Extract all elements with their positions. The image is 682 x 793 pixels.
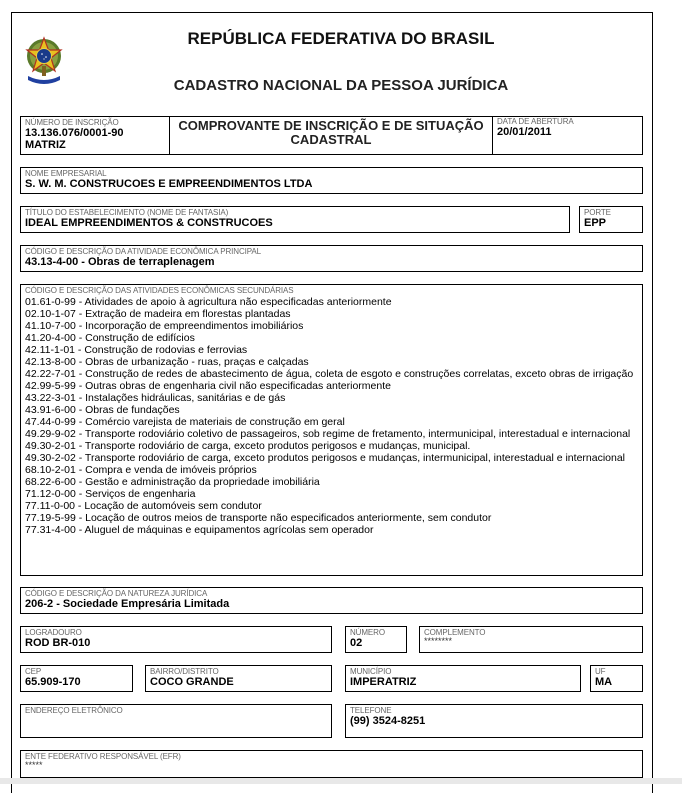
titulo-estabelecimento-label: TÍTULO DO ESTABELECIMENTO (NOME DE FANTASIA) <box>25 208 229 217</box>
list-item: 77.19-5-99 - Locação de outros meios de transporte não especificados anteriormente, sem condutor <box>25 512 492 524</box>
natureza-juridica-value: 206-2 - Sociedade Empresária Limitada <box>25 598 230 610</box>
porte-value: EPP <box>584 217 607 229</box>
efr-value: ***** <box>25 760 43 770</box>
list-item: 42.99-5-99 - Outras obras de engenharia civil não especificadas anteriormente <box>25 380 391 392</box>
abertura-value: 20/01/2011 <box>497 126 552 138</box>
horizontal-scrollbar-track[interactable] <box>0 778 682 784</box>
complemento-value: ******** <box>424 636 453 646</box>
abertura-label: DATA DE ABERTURA <box>497 117 574 126</box>
list-item: 41.10-7-00 - Incorporação de empreendimentos imobiliários <box>25 320 304 332</box>
list-item: 49.29-9-02 - Transporte rodoviário coletivo de passageiros, sob regime de fretamento, intermunicipal, interestadual e internacional <box>25 428 631 440</box>
email-box <box>20 704 332 738</box>
inscricao-label: NÚMERO DE INSCRIÇÃO <box>25 118 119 127</box>
cep-label: CEP <box>25 667 42 676</box>
municipio-value: IMPERATRIZ <box>350 676 417 688</box>
logradouro-box <box>20 626 332 653</box>
complemento-label: COMPLEMENTO <box>424 628 486 637</box>
cep-value: 65.909-170 <box>25 676 81 688</box>
uf-box <box>590 665 643 692</box>
logradouro-label: LOGRADOURO <box>25 628 82 637</box>
abertura-cell <box>493 116 643 154</box>
list-item: 49.30-2-01 - Transporte rodoviário de carga, exceto produtos perigosos e mudanças, municipal. <box>25 440 471 452</box>
comprovante-title <box>169 116 493 154</box>
list-item: 47.44-0-99 - Comércio varejista de materiais de construção em geral <box>25 416 345 428</box>
comprovante-line1: COMPROVANTE DE INSCRIÇÃO E DE SITUAÇÃO <box>178 118 484 133</box>
nome-empresarial-label: NOME EMPRESARIAL <box>25 169 107 178</box>
list-item: 68.22-6-00 - Gestão e administração da propriedade imobiliária <box>25 476 320 488</box>
atividade-principal-label: CÓDIGO E DESCRIÇÃO DA ATIVIDADE ECONÔMICA PRINCIPAL <box>25 247 261 256</box>
list-item: 68.10-2-01 - Compra e venda de imóveis próprios <box>25 464 257 476</box>
telefone-value: (99) 3524-8251 <box>350 715 426 727</box>
titulo-estabelecimento-value: IDEAL EMPREENDIMENTOS & CONSTRUCOES <box>25 217 273 229</box>
bairro-box <box>145 665 332 692</box>
numero-box <box>345 626 407 653</box>
header-title: REPÚBLICA FEDERATIVA DO BRASIL <box>187 29 495 48</box>
complemento-box <box>419 626 643 653</box>
list-item: 41.20-4-00 - Construção de edifícios <box>25 332 195 344</box>
bairro-label: BAIRRO/DISTRITO <box>150 667 219 676</box>
list-item: 77.31-4-00 - Aluguel de máquinas e equipamentos agrícolas sem operador <box>25 524 374 536</box>
numero-value: 02 <box>350 637 363 649</box>
efr-label: ENTE FEDERATIVO RESPONSÁVEL (EFR) <box>25 752 181 761</box>
list-item: 43.91-6-00 - Obras de fundações <box>25 404 180 416</box>
natureza-juridica-box <box>20 587 643 614</box>
list-item: 42.13-8-00 - Obras de urbanização - ruas, praças e calçadas <box>25 356 309 368</box>
telefone-label: TELEFONE <box>350 706 392 715</box>
bairro-value: COCO GRANDE <box>150 676 234 688</box>
uf-label: UF <box>595 667 606 676</box>
comprovante-line2: CADASTRAL <box>290 132 372 147</box>
header-subtitle: CADASTRO NACIONAL DA PESSOA JURÍDICA <box>173 77 509 94</box>
list-item: 43.22-3-01 - Instalações hidráulicas, sanitárias e de gás <box>25 392 286 404</box>
nome-empresarial-box <box>20 167 643 194</box>
list-item: 02.10-1-07 - Extração de madeira em florestas plantadas <box>25 308 291 320</box>
cep-box <box>20 665 133 692</box>
porte-label: PORTE <box>584 208 611 217</box>
cnpj-value: 13.136.076/0001-90 <box>25 127 124 139</box>
matriz-value: MATRIZ <box>25 139 66 151</box>
municipio-label: MUNICÍPIO <box>350 667 392 676</box>
email-label: ENDEREÇO ELETRÔNICO <box>25 706 123 715</box>
porte-box <box>579 206 643 233</box>
logradouro-value: ROD BR-010 <box>25 637 91 649</box>
atividades-secundarias-list <box>25 296 638 536</box>
atividades-secundarias-box <box>20 284 643 576</box>
list-item: 71.12-0-00 - Serviços de engenharia <box>25 488 196 500</box>
atividade-principal-value: 43.13-4-00 - Obras de terraplenagem <box>25 256 215 268</box>
uf-value: MA <box>595 676 613 688</box>
list-item: 01.61-0-99 - Atividades de apoio à agricultura não especificadas anteriormente <box>25 296 392 308</box>
list-item: 42.22-7-01 - Construção de redes de abastecimento de água, coleta de esgoto e construções correlatas, exceto obras de irrigação <box>25 368 634 380</box>
list-item: 49.30-2-02 - Transporte rodoviário de carga, exceto produtos perigosos e mudanças, intermunicipal, interestadual e internacional <box>25 452 626 464</box>
list-item: 42.11-1-01 - Construção de rodovias e ferrovias <box>25 344 248 356</box>
natureza-juridica-label: CÓDIGO E DESCRIÇÃO DA NATUREZA JURÍDICA <box>25 589 208 598</box>
atividade-principal-box <box>20 245 643 272</box>
list-item: 77.11-0-00 - Locação de automóveis sem condutor <box>25 500 262 512</box>
municipio-box <box>345 665 581 692</box>
numero-label: NÚMERO <box>350 628 385 637</box>
nome-empresarial-value: S. W. M. CONSTRUCOES E EMPREENDIMENTOS LTDA <box>25 178 313 190</box>
efr-box <box>20 750 643 778</box>
atividades-secundarias-label: CÓDIGO E DESCRIÇÃO DAS ATIVIDADES ECONÔMICAS SECUNDÁRIAS <box>25 286 294 295</box>
titulo-estabelecimento-box <box>20 206 570 233</box>
telefone-box <box>345 704 643 738</box>
